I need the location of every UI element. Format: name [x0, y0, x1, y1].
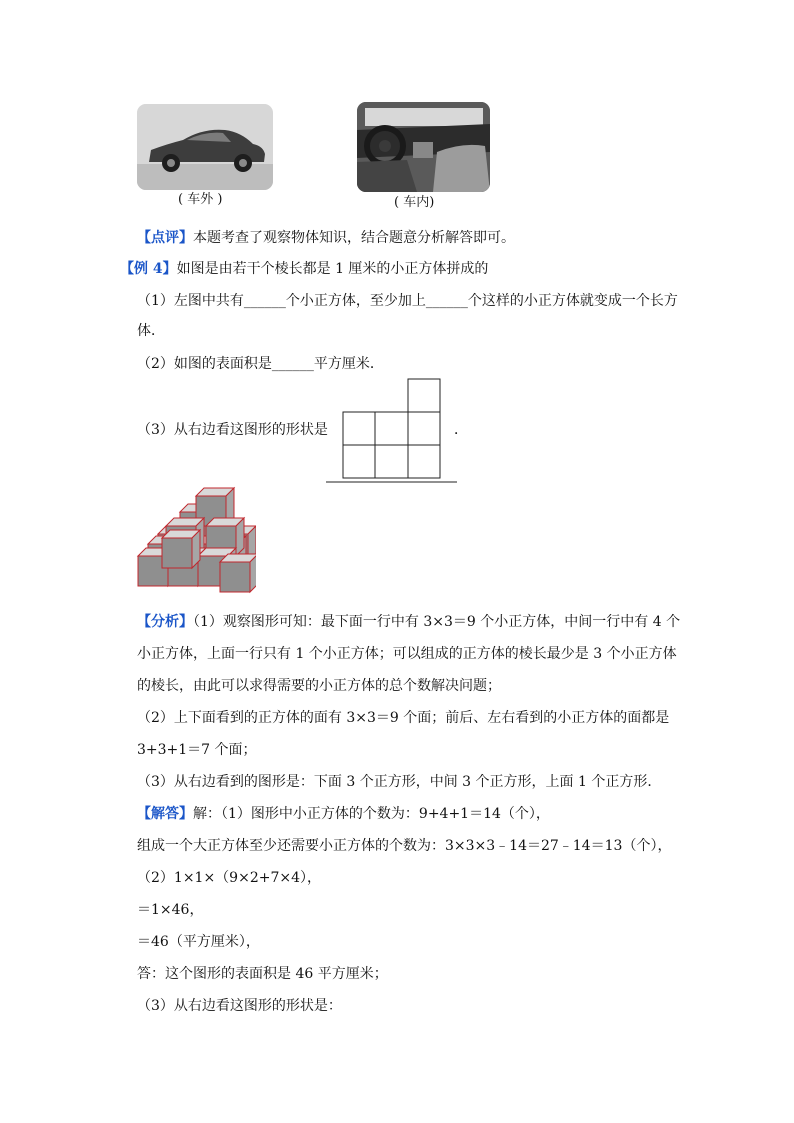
car-interior-caption: ( 车内): [394, 195, 435, 210]
grid-square-mid-3: [408, 412, 440, 445]
example-title: 如图是由若干个棱长都是 1 厘米的小正方体拼成的: [176, 261, 489, 277]
analysis-line-6: （3）从右边看到的图形是：下面 3 个正方形，中间 3 个正方形，上面 1 个正方形．: [137, 774, 662, 790]
solution-tag: 【解答】: [137, 806, 193, 822]
question-1-line-1: （1）左图中共有______个小正方体，至少加上______个这样的小正方体就变成一个长方: [137, 293, 678, 309]
cube-stack-figure: [136, 482, 256, 602]
grid-square-bottom-3: [408, 445, 440, 478]
car-exterior-illustration: [137, 104, 273, 190]
question-3: （3）从右边看这图形的形状是: [137, 422, 328, 438]
analysis-line-5: 3+3+1＝7 个面；: [137, 742, 257, 758]
question-3-end: ．: [454, 422, 468, 438]
solution-text-1: 解：（1）图形中小正方体的个数为：9+4+1＝14（个），: [193, 806, 550, 822]
grid-square-mid-1: [343, 412, 375, 445]
analysis-line-2: 小正方体，上面一行只有 1 个小正方体；可以组成的正方体的棱长最少是 3 个小正方体: [137, 646, 677, 662]
car-exterior-photo: [137, 104, 273, 190]
example-tag: 【例 4】: [120, 261, 177, 277]
analysis-text-1: （1）观察图形可知：最下面一行中有 3×3＝9 个小正方体，中间一行中有 4 个: [193, 614, 681, 630]
grid-square-bottom-2: [375, 445, 408, 478]
solution-line-2: 组成一个大正方体至少还需要小正方体的个数为：3×3×3﹣14＝27﹣14＝13（个），: [137, 838, 672, 854]
solution-line-4: ＝1×46，: [137, 902, 204, 918]
solution-line-3: （2）1×1×（9×2+7×4），: [137, 870, 322, 886]
analysis-line-3: 的棱长，由此可以求得需要的小正方体的总个数解决问题；: [137, 678, 501, 694]
question-1-line-2: 体．: [137, 323, 165, 339]
car-exterior-caption: ( 车外 ): [178, 192, 223, 207]
solution-line-6: 答：这个图形的表面积是 46 平方厘米；: [137, 966, 388, 982]
example-heading: [120, 259, 488, 279]
solution-line-5: ＝46（平方厘米），: [137, 934, 260, 950]
grid-square-top: [408, 379, 440, 412]
comment-text: 本题考查了观察物体知识，结合题意分析解答即可。: [193, 230, 515, 246]
right-view-grid: [326, 376, 460, 484]
solution-line-1: [137, 804, 550, 824]
analysis-tag: 【分析】: [137, 614, 193, 630]
grid-square-mid-2: [375, 412, 408, 445]
question-2: （2）如图的表面积是______平方厘米．: [137, 356, 384, 372]
car-interior-illustration: [357, 102, 490, 192]
solution-line-7: （3）从右边看这图形的形状是：: [137, 998, 342, 1014]
car-interior-photo: [357, 102, 490, 192]
comment-tag: 【点评】: [137, 230, 193, 246]
comment-paragraph: [137, 228, 515, 248]
analysis-line-4: （2）上下面看到的正方体的面有 3×3＝9 个面；前后、左右看到的小正方体的面都是: [137, 710, 670, 726]
grid-square-bottom-1: [343, 445, 375, 478]
analysis-line-1: [137, 612, 680, 632]
